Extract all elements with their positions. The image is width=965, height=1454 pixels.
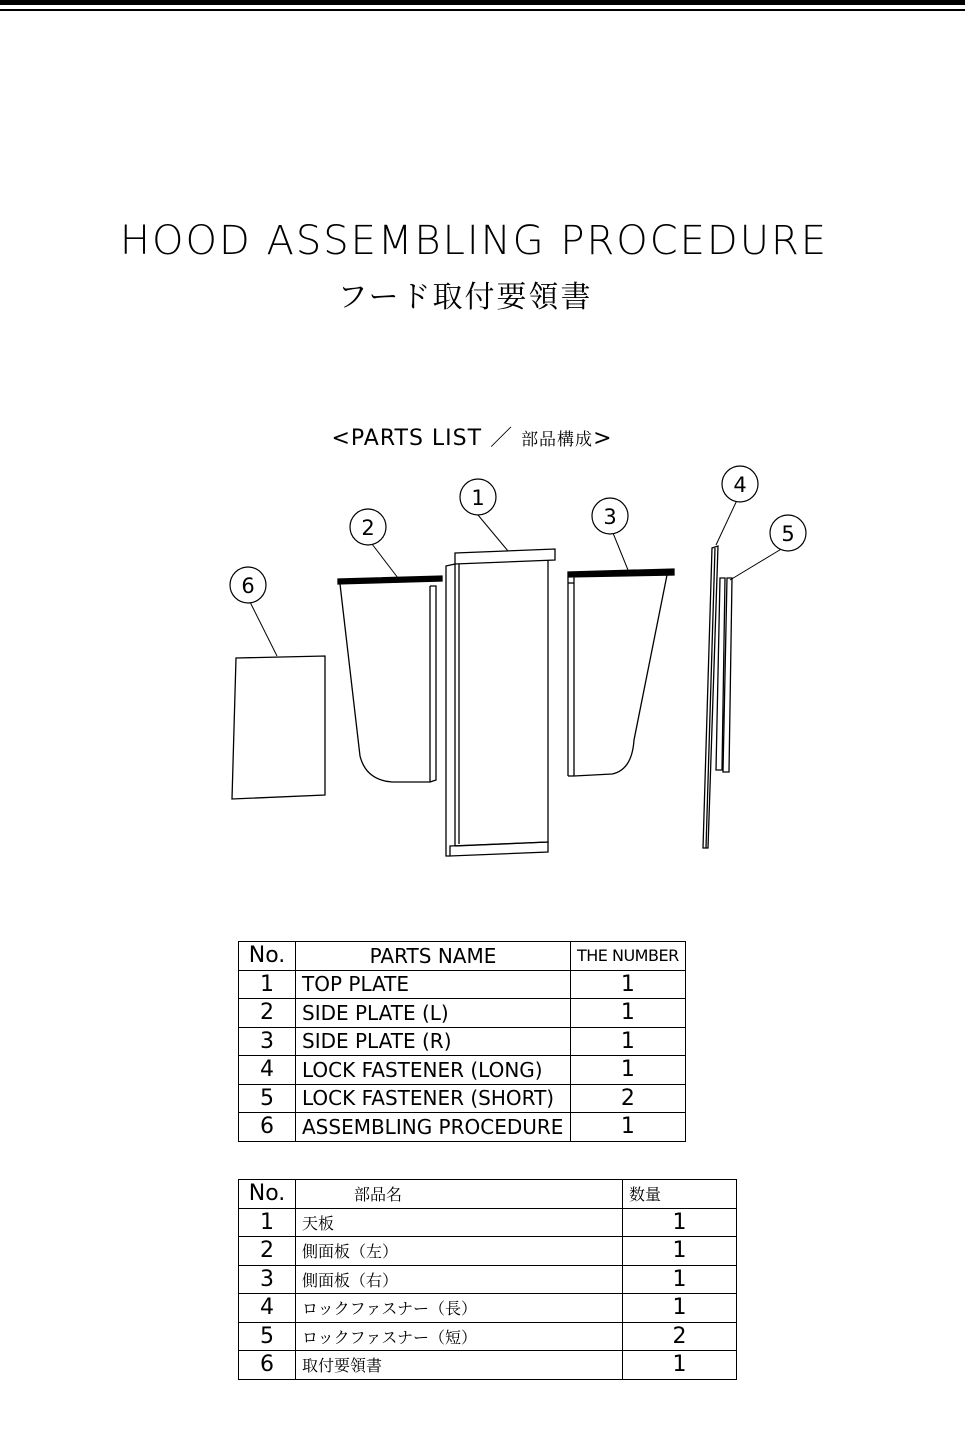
parts-list-heading	[0, 421, 944, 452]
row-qty: 1	[571, 999, 686, 1028]
row-no: 5	[239, 1322, 296, 1351]
row-no: 5	[239, 1084, 296, 1113]
table-header-row	[239, 1180, 737, 1209]
row-name: SIDE PLATE (R)	[296, 1027, 571, 1056]
table-row	[239, 1294, 737, 1323]
row-name: ロックファスナー（長）	[296, 1294, 623, 1323]
part-2-side-plate-left	[338, 576, 442, 782]
header-rule-thin	[0, 9, 965, 11]
header-no: No.	[239, 942, 296, 971]
callout-4-label: 4	[733, 473, 747, 497]
part-3-side-plate-right	[568, 569, 674, 776]
parts-list-heading-jp: 部品構成	[521, 430, 594, 450]
callout-6-label: 6	[241, 574, 255, 598]
row-name: ロックファスナー（短）	[296, 1322, 623, 1351]
title-english: HOOD ASSEMBLING PROCEDURE	[119, 218, 829, 264]
row-no: 6	[239, 1113, 296, 1142]
header-parts-name-jp: 部品名	[296, 1180, 623, 1209]
table-row	[239, 970, 686, 999]
table-row	[239, 1208, 737, 1237]
row-no: 6	[239, 1351, 296, 1380]
header-rule-thick	[0, 0, 965, 5]
row-name: TOP PLATE	[296, 970, 571, 999]
part-1-top-plate	[446, 549, 555, 856]
row-qty: 1	[571, 970, 686, 999]
row-name: LOCK FASTENER (SHORT)	[296, 1084, 571, 1113]
parts-list-heading-suffix: >	[593, 426, 613, 451]
row-qty: 1	[623, 1265, 737, 1294]
table-row	[239, 1084, 686, 1113]
part-6-procedure-sheet	[232, 656, 325, 799]
exploded-parts-drawing	[0, 460, 965, 860]
row-no: 3	[239, 1027, 296, 1056]
parts-table-english	[238, 941, 686, 1142]
row-qty: 1	[623, 1208, 737, 1237]
row-no: 2	[239, 999, 296, 1028]
parts-list-heading-prefix: <PARTS LIST ／	[331, 426, 522, 451]
row-qty: 2	[623, 1322, 737, 1351]
row-qty: 1	[623, 1237, 737, 1266]
table-row	[239, 1113, 686, 1142]
table-row	[239, 1351, 737, 1380]
row-no: 1	[239, 1208, 296, 1237]
row-no: 4	[239, 1294, 296, 1323]
table-row	[239, 1237, 737, 1266]
row-name: 取付要領書	[296, 1351, 623, 1380]
callout-2-label: 2	[361, 516, 375, 540]
table-row	[239, 1322, 737, 1351]
callout-3-label: 3	[603, 505, 617, 529]
row-qty: 1	[571, 1056, 686, 1085]
callout-1-label: 1	[471, 486, 485, 510]
row-name: LOCK FASTENER (LONG)	[296, 1056, 571, 1085]
callout-leaders	[250, 498, 783, 656]
part-4-lock-fastener-long	[703, 546, 718, 848]
row-qty: 1	[571, 1113, 686, 1142]
row-qty: 1	[623, 1351, 737, 1380]
table-header-row	[239, 942, 686, 971]
header-no: No.	[239, 1180, 296, 1209]
row-qty: 1	[571, 1027, 686, 1056]
row-name: SIDE PLATE (L)	[296, 999, 571, 1028]
row-name: 天板	[296, 1208, 623, 1237]
header-quantity-jp: 数量	[623, 1180, 737, 1209]
header-the-number: THE NUMBER	[571, 942, 686, 971]
title-japanese: フード取付要領書	[337, 280, 593, 315]
callout-5-label: 5	[781, 522, 795, 546]
table-row	[239, 1056, 686, 1085]
row-no: 4	[239, 1056, 296, 1085]
row-no: 1	[239, 970, 296, 999]
header-parts-name: PARTS NAME	[296, 942, 571, 971]
table-row	[239, 1265, 737, 1294]
row-qty: 2	[571, 1084, 686, 1113]
row-name: 側面板（左）	[296, 1237, 623, 1266]
table-row	[239, 999, 686, 1028]
row-name: ASSEMBLING PROCEDURE	[296, 1113, 571, 1142]
table-row	[239, 1027, 686, 1056]
row-no: 3	[239, 1265, 296, 1294]
parts-table-japanese	[238, 1179, 737, 1380]
row-qty: 1	[623, 1294, 737, 1323]
row-name: 側面板（右）	[296, 1265, 623, 1294]
row-no: 2	[239, 1237, 296, 1266]
part-5-lock-fastener-short	[716, 578, 732, 772]
